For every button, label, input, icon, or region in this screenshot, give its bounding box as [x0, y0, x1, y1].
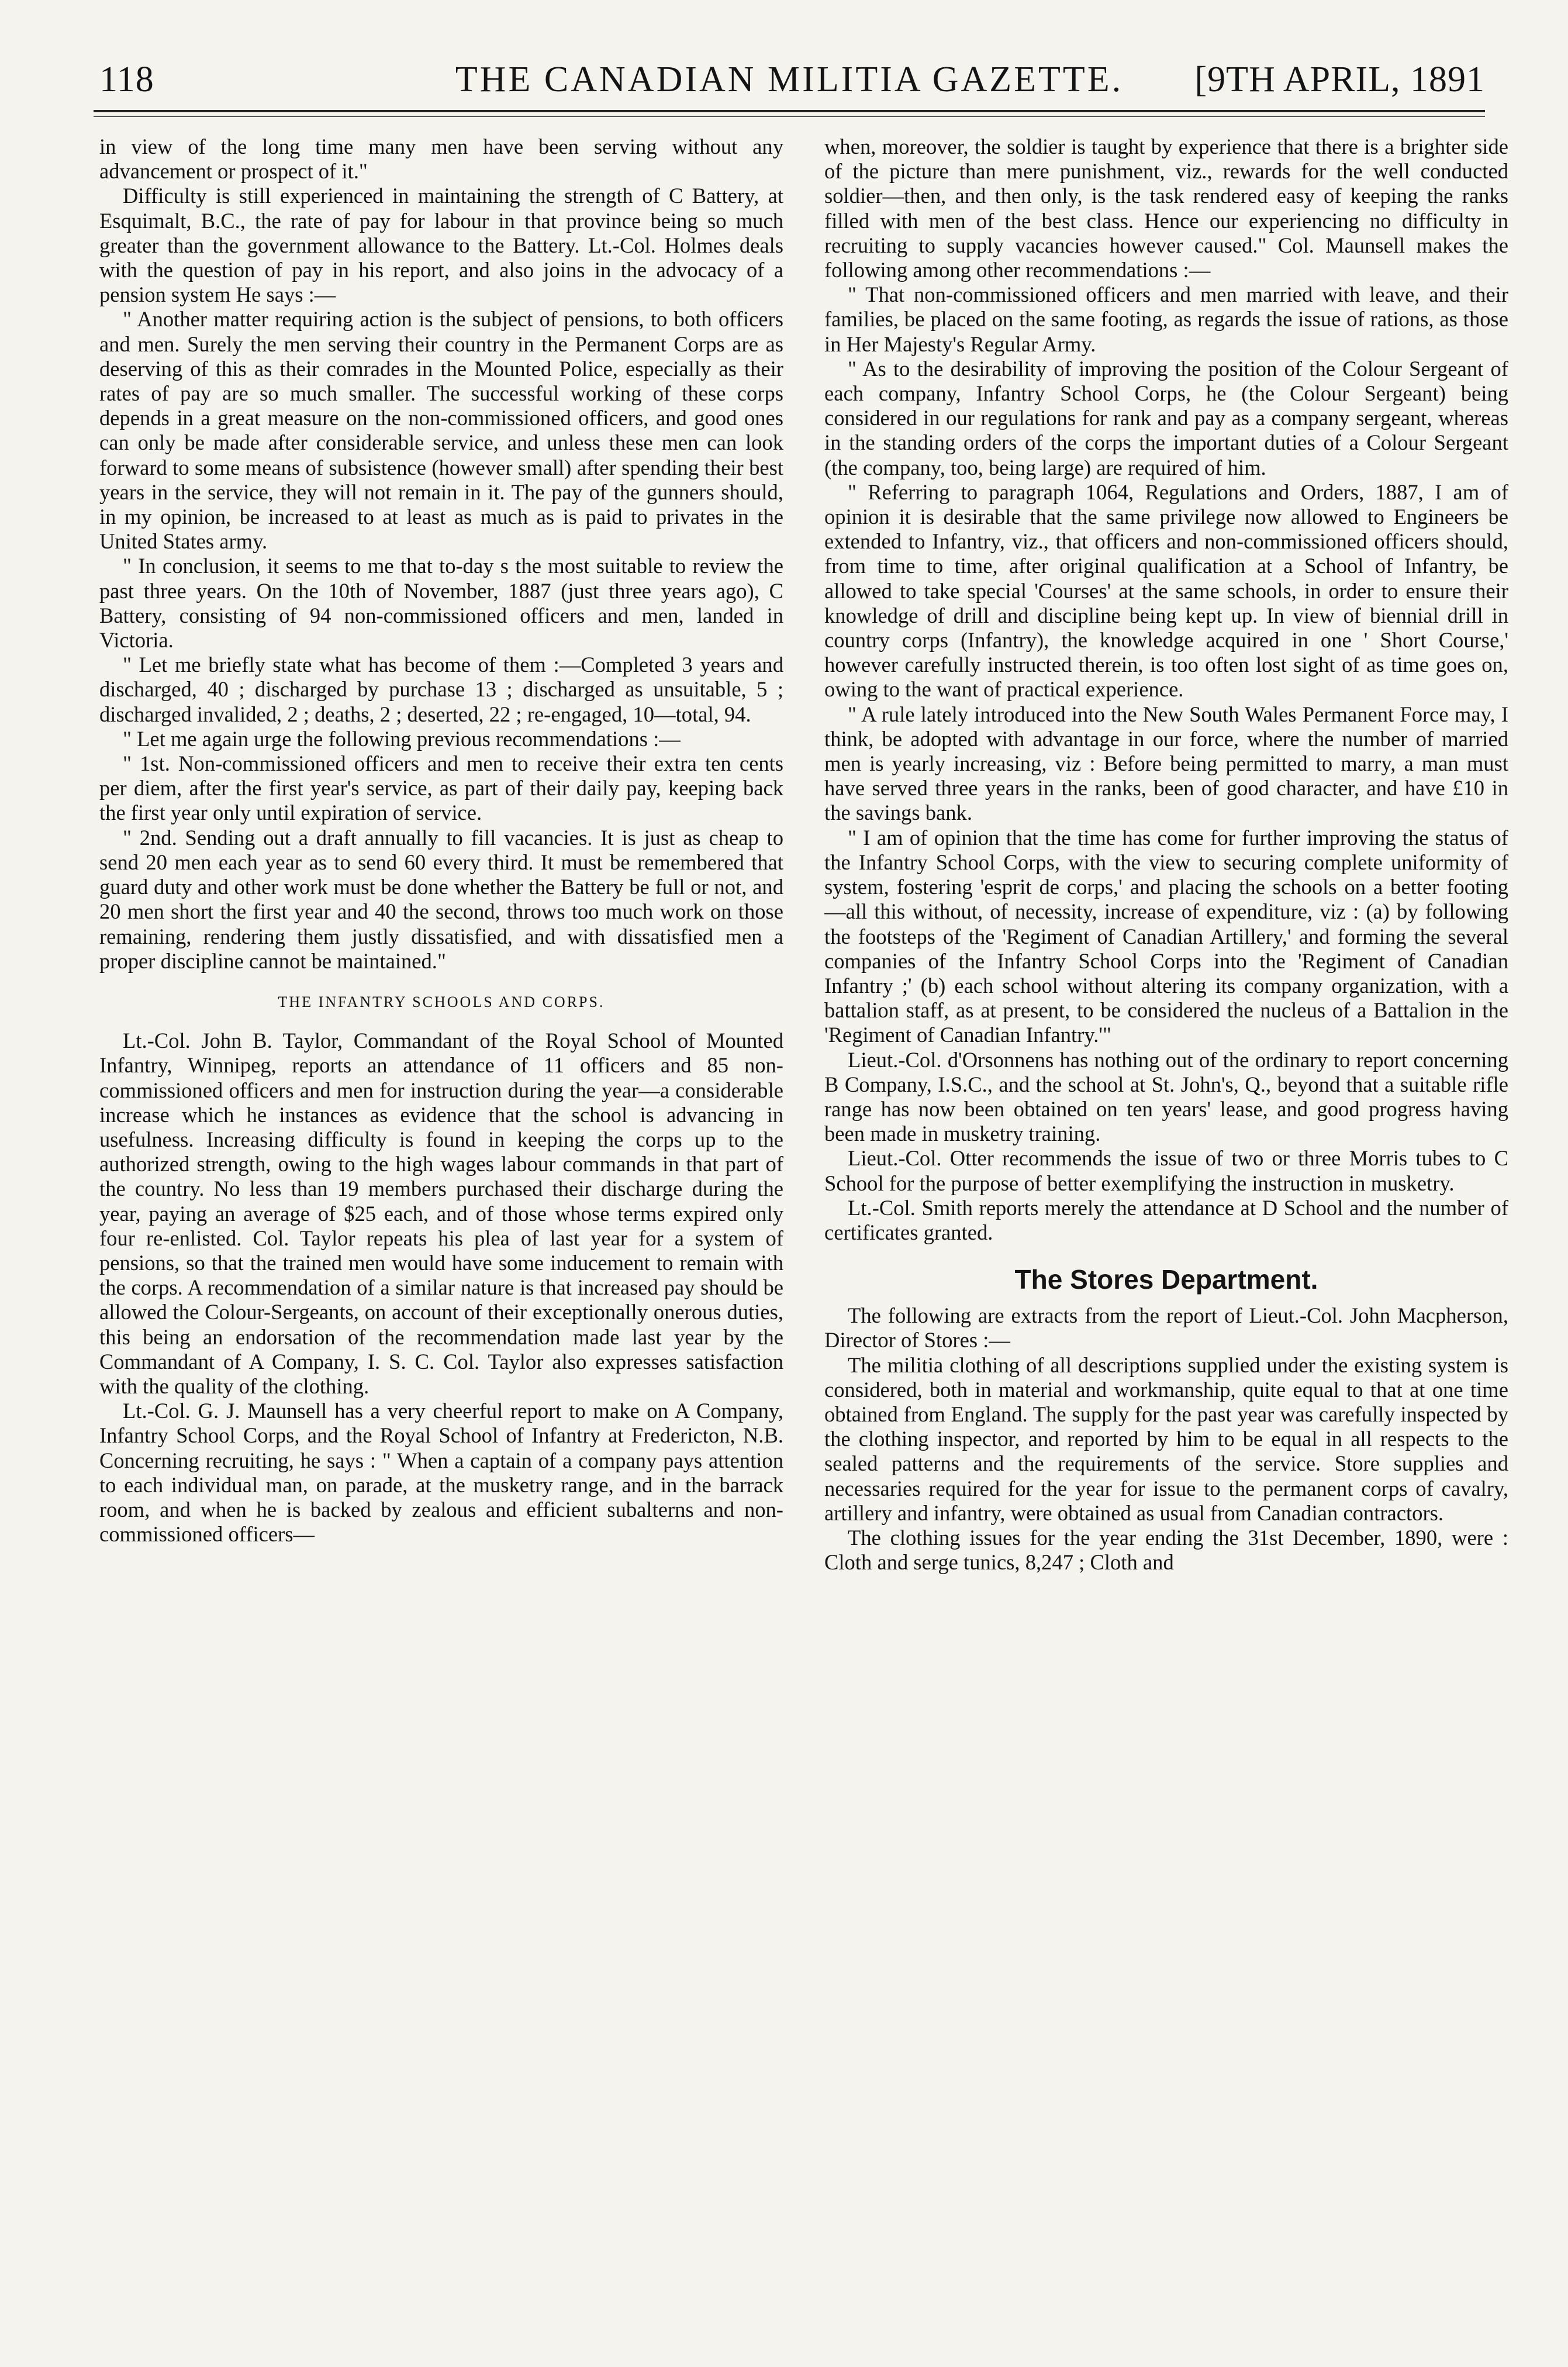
paragraph: in view of the long time many men have been serving without any advancement or prospect of it."	[99, 134, 783, 184]
paragraph: " Let me briefly state what has become of them :—Completed 3 years and discharged, 40 ; discharged by purchase 13 ; discharged as unsuitable, 5 ; discharged invalided, 2 ; deaths, 2 ; deserted, 22 ; re-engaged, 10—total, 94.	[99, 653, 783, 726]
header-rule	[94, 110, 1485, 112]
issue-date: [9TH APRIL, 1891	[1194, 60, 1485, 99]
right-column	[824, 134, 1508, 1575]
paragraph: " Another matter requiring action is the subject of pensions, to both officers and men. Surely the men serving their country in the Permanent Corps are as deserving of this as their comrades in the Mounted Police, especially as their rates of pay are so much smaller. The successful working of these corps depends in a great measure on the non-commissioned officers, and good ones can only be made after considerable service, and unless these men can look forward to some means of subsistence (however small) after spending their best years in the service, they will not remain in it. The pay of the gunners should, in my opinion, be increased to at least as much as is paid to privates in the United States army.	[99, 307, 783, 554]
header-rule-thin	[94, 116, 1485, 117]
paragraph: The clothing issues for the year ending the 31st December, 1890, were : Cloth and serge tunics, 8,247 ; Cloth and	[824, 1525, 1508, 1575]
paragraph: " In conclusion, it seems to me that to-day s the most suitable to review the past three years. On the 10th of November, 1887 (just three years ago), C Battery, consisting of 94 non-commissioned officers and men, landed in Victoria.	[99, 554, 783, 653]
gazette-title: THE CANADIAN MILITIA GAZETTE.	[455, 60, 1124, 99]
masthead	[94, 56, 1485, 103]
paragraph: Lt.-Col. G. J. Maunsell has a very cheerful report to make on A Company, Infantry School Corps, and the Royal School of Infantry at Fredericton, N.B. Concerning recruiting, he says : " When a captain of a company pays attention to each individual man, on parade, at the musketry range, and in the barrack room, and when he is backed by zealous and efficient subalterns and non-commissioned officers—	[99, 1399, 783, 1547]
stores-department-heading: The Stores Department.	[1014, 1264, 1318, 1295]
page-number: 118	[99, 60, 154, 99]
paragraph: Lieut.-Col. d'Orsonnens has nothing out of the ordinary to report concerning B Company, I.S.C., and the school at St. John's, Q., beyond that a suitable rifle range has now been obtained on ten years' lease, and good progress having been made in musketry training.	[824, 1047, 1508, 1146]
infantry-schools-subheading: THE INFANTRY SCHOOLS AND CORPS.	[278, 993, 605, 1010]
paragraph: " I am of opinion that the time has come for further improving the status of the Infantry School Corps, with the view to securing complete uniformity of system, fostering 'esprit de corps,' and placing the schools on a better footing —all this without, of necessity, increase of expenditure, viz : (a) by following the footsteps of the 'Regiment of Canadian Artillery,' and forming the several companies of the Infantry School Corps into the 'Regiment of Canadian Infantry ;' (b) each school without altering its company organization, with a battalion staff, as at present, to be considered the nucleus of a Battalion in the 'Regiment of Canadian Infantry.'"	[824, 825, 1508, 1047]
paragraph: Lieut.-Col. Otter recommends the issue of two or three Morris tubes to C School for the purpose of better exemplifying the instruction in musketry.	[824, 1146, 1508, 1195]
paragraph: " Referring to paragraph 1064, Regulations and Orders, 1887, I am of opinion it is desirable that the same privilege now allowed to Engineers be extended to Infantry, viz., that officers and non-commissioned officers should, from time to time, after original qualification at a School of Infantry, be allowed to take special 'Courses' at the same schools, in order to ensure their knowledge of drill and discipline being kept up. In view of biennial drill in country corps (Infantry), the knowledge acquired in one ' Short Course,' however carefully instructed therein, is too often lost sight of as time goes on, owing to the want of practical experience.	[824, 479, 1508, 702]
paragraph: Lt.-Col. John B. Taylor, Commandant of the Royal School of Mounted Infantry, Winnipeg, reports an attendance of 11 officers and 85 non-commissioned officers and men for instruction during the year—a considerable increase which he instances as evidence that the school is advancing in usefulness. Increasing difficulty is found in keeping the corps up to the authorized strength, owing to the high wages labour commands in that part of the country. No less than 19 members purchased their discharge during the year, paying an average of $25 each, and of those whose terms expired only four re-enlisted. Col. Taylor repeats his plea of last year for a system of pensions, so that the trained men would have some inducement to remain with the corps. A recommendation of a similar nature is that increased pay should be allowed the Colour-Sergeants, on account of their exceptionally onerous duties, this being an endorsation of the recommendation made last year by the Commandant of A Company, I. S. C. Col. Taylor also expresses satisfaction with the quality of the clothing.	[99, 1029, 783, 1398]
paragraph: Difficulty is still experienced in maintaining the strength of C Battery, at Esquimalt, B.C., the rate of pay for labour in that province being so much greater than the government allowance to the Battery. Lt.-Col. Holmes deals with the question of pay in his report, and also joins in the advocacy of a pension system He says :—	[99, 184, 783, 307]
paragraph: " 1st. Non-commissioned officers and men to receive their extra ten cents per diem, after the first year's service, as part of their daily pay, keeping back the first year only until expiration of service.	[99, 751, 783, 825]
paragraph: Lt.-Col. Smith reports merely the attendance at D School and the number of certificates granted.	[824, 1195, 1508, 1244]
paragraph: " That non-commissioned officers and men married with leave, and their families, be placed on the same footing, as regards the issue of rations, as those in Her Majesty's Regular Army.	[824, 282, 1508, 356]
paragraph: " As to the desirability of improving the position of the Colour Sergeant of each company, Infantry School Corps, he (the Colour Sergeant) being considered in our regulations for rank and pay as a company sergeant, whereas in the standing orders of the corps the important duties of a Colour Sergeant (the company, too, being large) are required of him.	[824, 356, 1508, 479]
paragraph: The militia clothing of all descriptions supplied under the existing system is considered, both in material and workmanship, quite equal to that at one time obtained from England. The supply for the past year was carefully inspected by the clothing inspector, and reported by him to be equal in all respects to the sealed patterns and the requirements of the service. Store supplies and necessaries required for the year for issue to the permanent corps of cavalry, artillery and infantry, were obtained as usual from Canadian contractors.	[824, 1352, 1508, 1525]
paragraph: " 2nd. Sending out a draft annually to fill vacancies. It is just as cheap to send 20 men each year as to send 60 every third. It must be remembered that guard duty and other work must be done whether the Battery be full or not, and 20 men short the first year and 40 the second, throws too much work on those remaining, rendering them justly dissatisfied, and with dissatisfied men a proper discipline cannot be maintained."	[99, 825, 783, 973]
paragraph: when, moreover, the soldier is taught by experience that there is a brighter side of the picture than mere punishment, viz., rewards for the well conducted soldier—then, and then only, is the task rendered easy of keeping the ranks filled with men of the best class. Hence our experiencing no difficulty in recruiting to supply vacancies however caused." Col. Maunsell makes the following among other recommendations :—	[824, 134, 1508, 282]
left-column	[99, 134, 783, 1547]
paragraph: The following are extracts from the report of Lieut.-Col. John Macpherson, Director of Stores :—	[824, 1303, 1508, 1352]
paragraph: " Let me again urge the following previous recommendations :—	[123, 726, 681, 751]
paragraph: " A rule lately introduced into the New South Wales Permanent Force may, I think, be adopted with advantage in our force, where the number of married men is yearly increasing, viz : Before being permitted to marry, a man must have served three years in the ranks, been of good character, and have £10 in the savings bank.	[824, 702, 1508, 825]
